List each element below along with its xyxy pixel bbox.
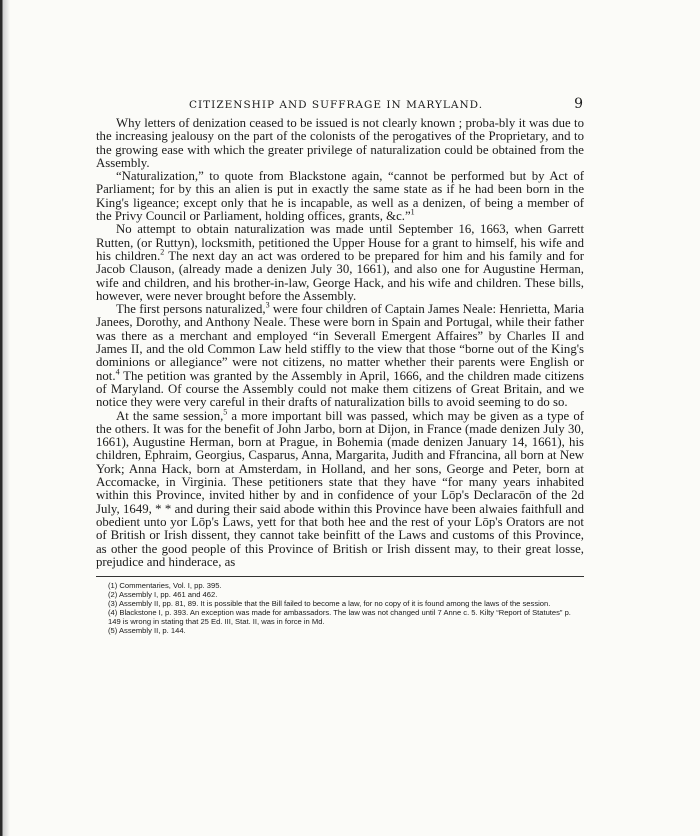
footnote: (5) Assembly II, p. 144.	[108, 626, 186, 636]
paragraph-text: The petition was granted by the Assembly in April, 1666, and the children made citizens of Maryland. Of course the Assembly could not make them citizens of Great Britain, and we notice they were very careful in their drafts of naturalization bills to avoid seeming to do so.	[96, 368, 584, 410]
footnote: (1) Commentaries, Vol. I, pp. 395.	[108, 581, 222, 591]
footnote-reference: 2	[160, 247, 165, 257]
header-title: CITIZENSHIP AND SUFFRAGE IN MARYLAND.	[189, 99, 484, 111]
footnote-reference: 1	[410, 207, 415, 217]
running-header	[96, 96, 584, 112]
footnote-reference: 5	[223, 407, 228, 417]
footnote: (4) Blackstone I, p. 393. An exception was made for ambassadors. The law was not changed until 7 Anne c. 5. Kilty “Report of Statutes” p. 149 is wrong in stating that 25 Ed. III, Stat. II, was in force in Md.	[108, 608, 571, 627]
footnote-rule	[96, 576, 584, 577]
paragraph	[96, 117, 584, 170]
paragraph-text: The next day an act was ordered to be prepared for him and his family and for Jacob Clauson, (already made a denizen July 30, 1661), and also one for Augustine Herman, wife and children, and his brother-in-law, George Hack, and his wife and children. These bills, however, were never brought before the Assembly.	[96, 248, 584, 303]
paragraph-text: At the same session,	[116, 408, 224, 423]
paragraph	[96, 223, 584, 303]
paragraph	[96, 407, 584, 570]
footnote-reference: 4	[115, 367, 120, 377]
page-binding-edge	[0, 0, 10, 836]
paragraph-text: Why letters of denization ceased to be issued is not clearly known ; proba-bly it was due to the increasing jealousy on the part of the colonists of the perogatives of the Proprietary, and to the growing ease with which the greater privilege of naturalization could be obtained from the Assembly.	[96, 116, 584, 170]
paragraph-text: “Naturalization,” to quote from Blackstone again, “cannot be performed but by Act of Parliament; for by this an alien is put in exactly the same state as if he had been born in the King's ligeance; except only that he is incapable, as well as a denizen, of being a member of the Privy Council or Parliament, holding offices, grants, &c.”	[96, 169, 584, 224]
body-text	[96, 117, 584, 569]
paragraph-text: No attempt to obtain naturalization was made until September 16, 1663, when Garrett Rutten, (or Ruttyn), locksmith, petitioned the Upper House for a grant to himself, his wife and his children.	[96, 222, 584, 263]
paragraph-text: were four children of Captain James Neale: Henrietta, Maria Janees, Dorothy, and Anthony Neale. These were born in Spain and Portugal, while their father was there as a merchant and employed “in Severall Emergent Affaires” by Charles II and James II, and the old Common Law held stiffly to the view that those “borne out of the King's dominions or allegiance” were not citizens, no matter whether their parents were English or not.	[96, 302, 584, 383]
footnote: (3) Assembly II, pp. 81, 89. It is possible that the Bill failed to become a law, for no copy of it is found among the laws of the session.	[108, 599, 551, 609]
paragraph-text: a more important bill was passed, which may be given as a type of the others. It was for the benefit of John Jarbo, born at Dijon, in France (made denizen July 30, 1661), Augustine Herman, born at Prague, in Bohemia (made denizen January 14, 1661), his children, Ephraim, Georgius, Casparus, Anna, Margarita, Judith and Ffrancina, all born at New York; Anna Hack, born at Amsterdam, in Holland, and her sons, George and Peter, born at Accomacke, in Virginia. These petitioners state that they have “for many years inhabited within this Province, invited hither by and in confidence of your Lōp's Declaracōn of the 2d July, 1649, * * and during their said abode within this Province have been alwaies faithfull and obedient unto yor Lōp's Laws, yett for that both hee and the rest of your Lōp's Orators are not of British or Irish dissent, they cannot take beinfitt of the Laws and customs of this Province, as other the good people of this Province of British or Irish dissent may, to their great losse, prejudice and hinderace, as	[96, 408, 584, 569]
page-number: 9	[574, 96, 584, 112]
paragraph	[96, 170, 584, 223]
paragraph	[96, 300, 584, 410]
footnote: (2) Assembly I, pp. 461 and 462.	[108, 590, 218, 600]
footnote-reference: 3	[265, 300, 270, 310]
footnotes	[96, 581, 584, 635]
document-page	[96, 96, 584, 635]
paragraph-text: The first persons naturalized,	[116, 302, 266, 317]
